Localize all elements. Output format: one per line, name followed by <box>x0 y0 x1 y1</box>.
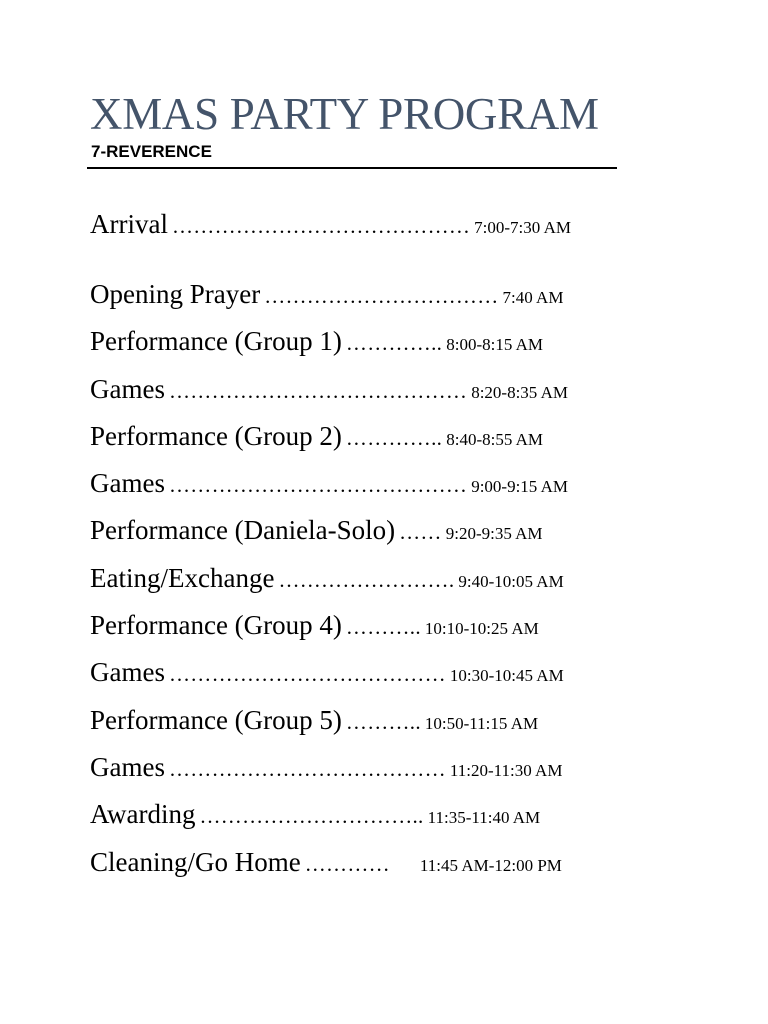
program-list <box>90 210 690 894</box>
program-event: Opening Prayer <box>90 279 261 309</box>
program-item <box>90 752 690 799</box>
dot-leader: …… <box>399 520 442 545</box>
program-time: 11:45 AM-12:00 PM <box>419 855 562 875</box>
program-item <box>90 326 690 373</box>
program-time: 11:35-11:40 AM <box>427 808 541 828</box>
program-time: 7:00-7:30 AM <box>474 218 571 237</box>
dot-leader: …………………………………… <box>168 378 468 403</box>
program-time: 8:20-8:35 AM <box>471 382 568 402</box>
dot-leader: ………… <box>304 851 390 876</box>
program-time: 9:20-9:35 AM <box>445 524 543 544</box>
dot-leader: …………………………… <box>264 284 499 308</box>
program-time: 9:40-10:05 AM <box>458 571 564 591</box>
program-event: Cleaning/Go Home <box>90 846 301 877</box>
program-event: Games <box>90 657 165 688</box>
dot-leader: ………………………………… <box>168 756 446 781</box>
dot-leader: …………………………………… <box>168 473 468 498</box>
program-time: 10:30-10:45 AM <box>449 666 564 686</box>
title-underline <box>87 167 617 169</box>
program-time: 9:00-9:15 AM <box>471 477 568 497</box>
program-event: Games <box>90 468 165 499</box>
program-time: 7:40 AM <box>502 288 564 307</box>
program-event: Performance (Daniela-Solo) <box>90 515 396 546</box>
program-item <box>90 468 690 515</box>
program-item <box>90 421 690 468</box>
dot-leader: …………………………………… <box>171 214 471 238</box>
program-item <box>90 563 690 610</box>
program-event: Performance (Group 4) <box>90 610 342 641</box>
program-event: Eating/Exchange <box>90 562 275 593</box>
dot-leader: ……….. <box>345 615 421 640</box>
program-event: Performance (Group 1) <box>90 326 342 357</box>
program-event: Performance (Group 2) <box>90 420 342 451</box>
document-title: XMAS PARTY PROGRAM <box>90 89 599 139</box>
program-item <box>90 799 690 846</box>
program-event: Games <box>90 373 165 404</box>
program-item <box>90 847 690 894</box>
program-time: 10:50-11:15 AM <box>424 713 539 733</box>
program-time: 11:20-11:30 AM <box>449 760 563 780</box>
program-item <box>90 657 690 704</box>
dot-leader: ………………………………… <box>168 662 446 687</box>
program-item <box>90 515 690 562</box>
program-event: Awarding <box>90 799 196 830</box>
program-event: Performance (Group 5) <box>90 704 342 735</box>
program-time: 10:10-10:25 AM <box>424 619 539 639</box>
program-item <box>90 705 690 752</box>
dot-leader: ……………………. <box>278 567 455 592</box>
dot-leader: ………….. <box>345 331 443 356</box>
dot-leader: ……….. <box>345 709 421 734</box>
program-item <box>90 279 690 326</box>
program-event: Arrival <box>90 209 168 239</box>
program-item <box>90 374 690 421</box>
dot-leader: ………………………….. <box>199 804 424 829</box>
program-event: Games <box>90 751 165 782</box>
program-item <box>90 610 690 657</box>
program-time: 8:00-8:15 AM <box>446 335 544 355</box>
document-subtitle: 7-REVERENCE <box>91 142 212 161</box>
dot-leader: ………….. <box>345 425 443 450</box>
program-time: 8:40-8:55 AM <box>446 429 544 449</box>
program-item <box>90 210 660 279</box>
